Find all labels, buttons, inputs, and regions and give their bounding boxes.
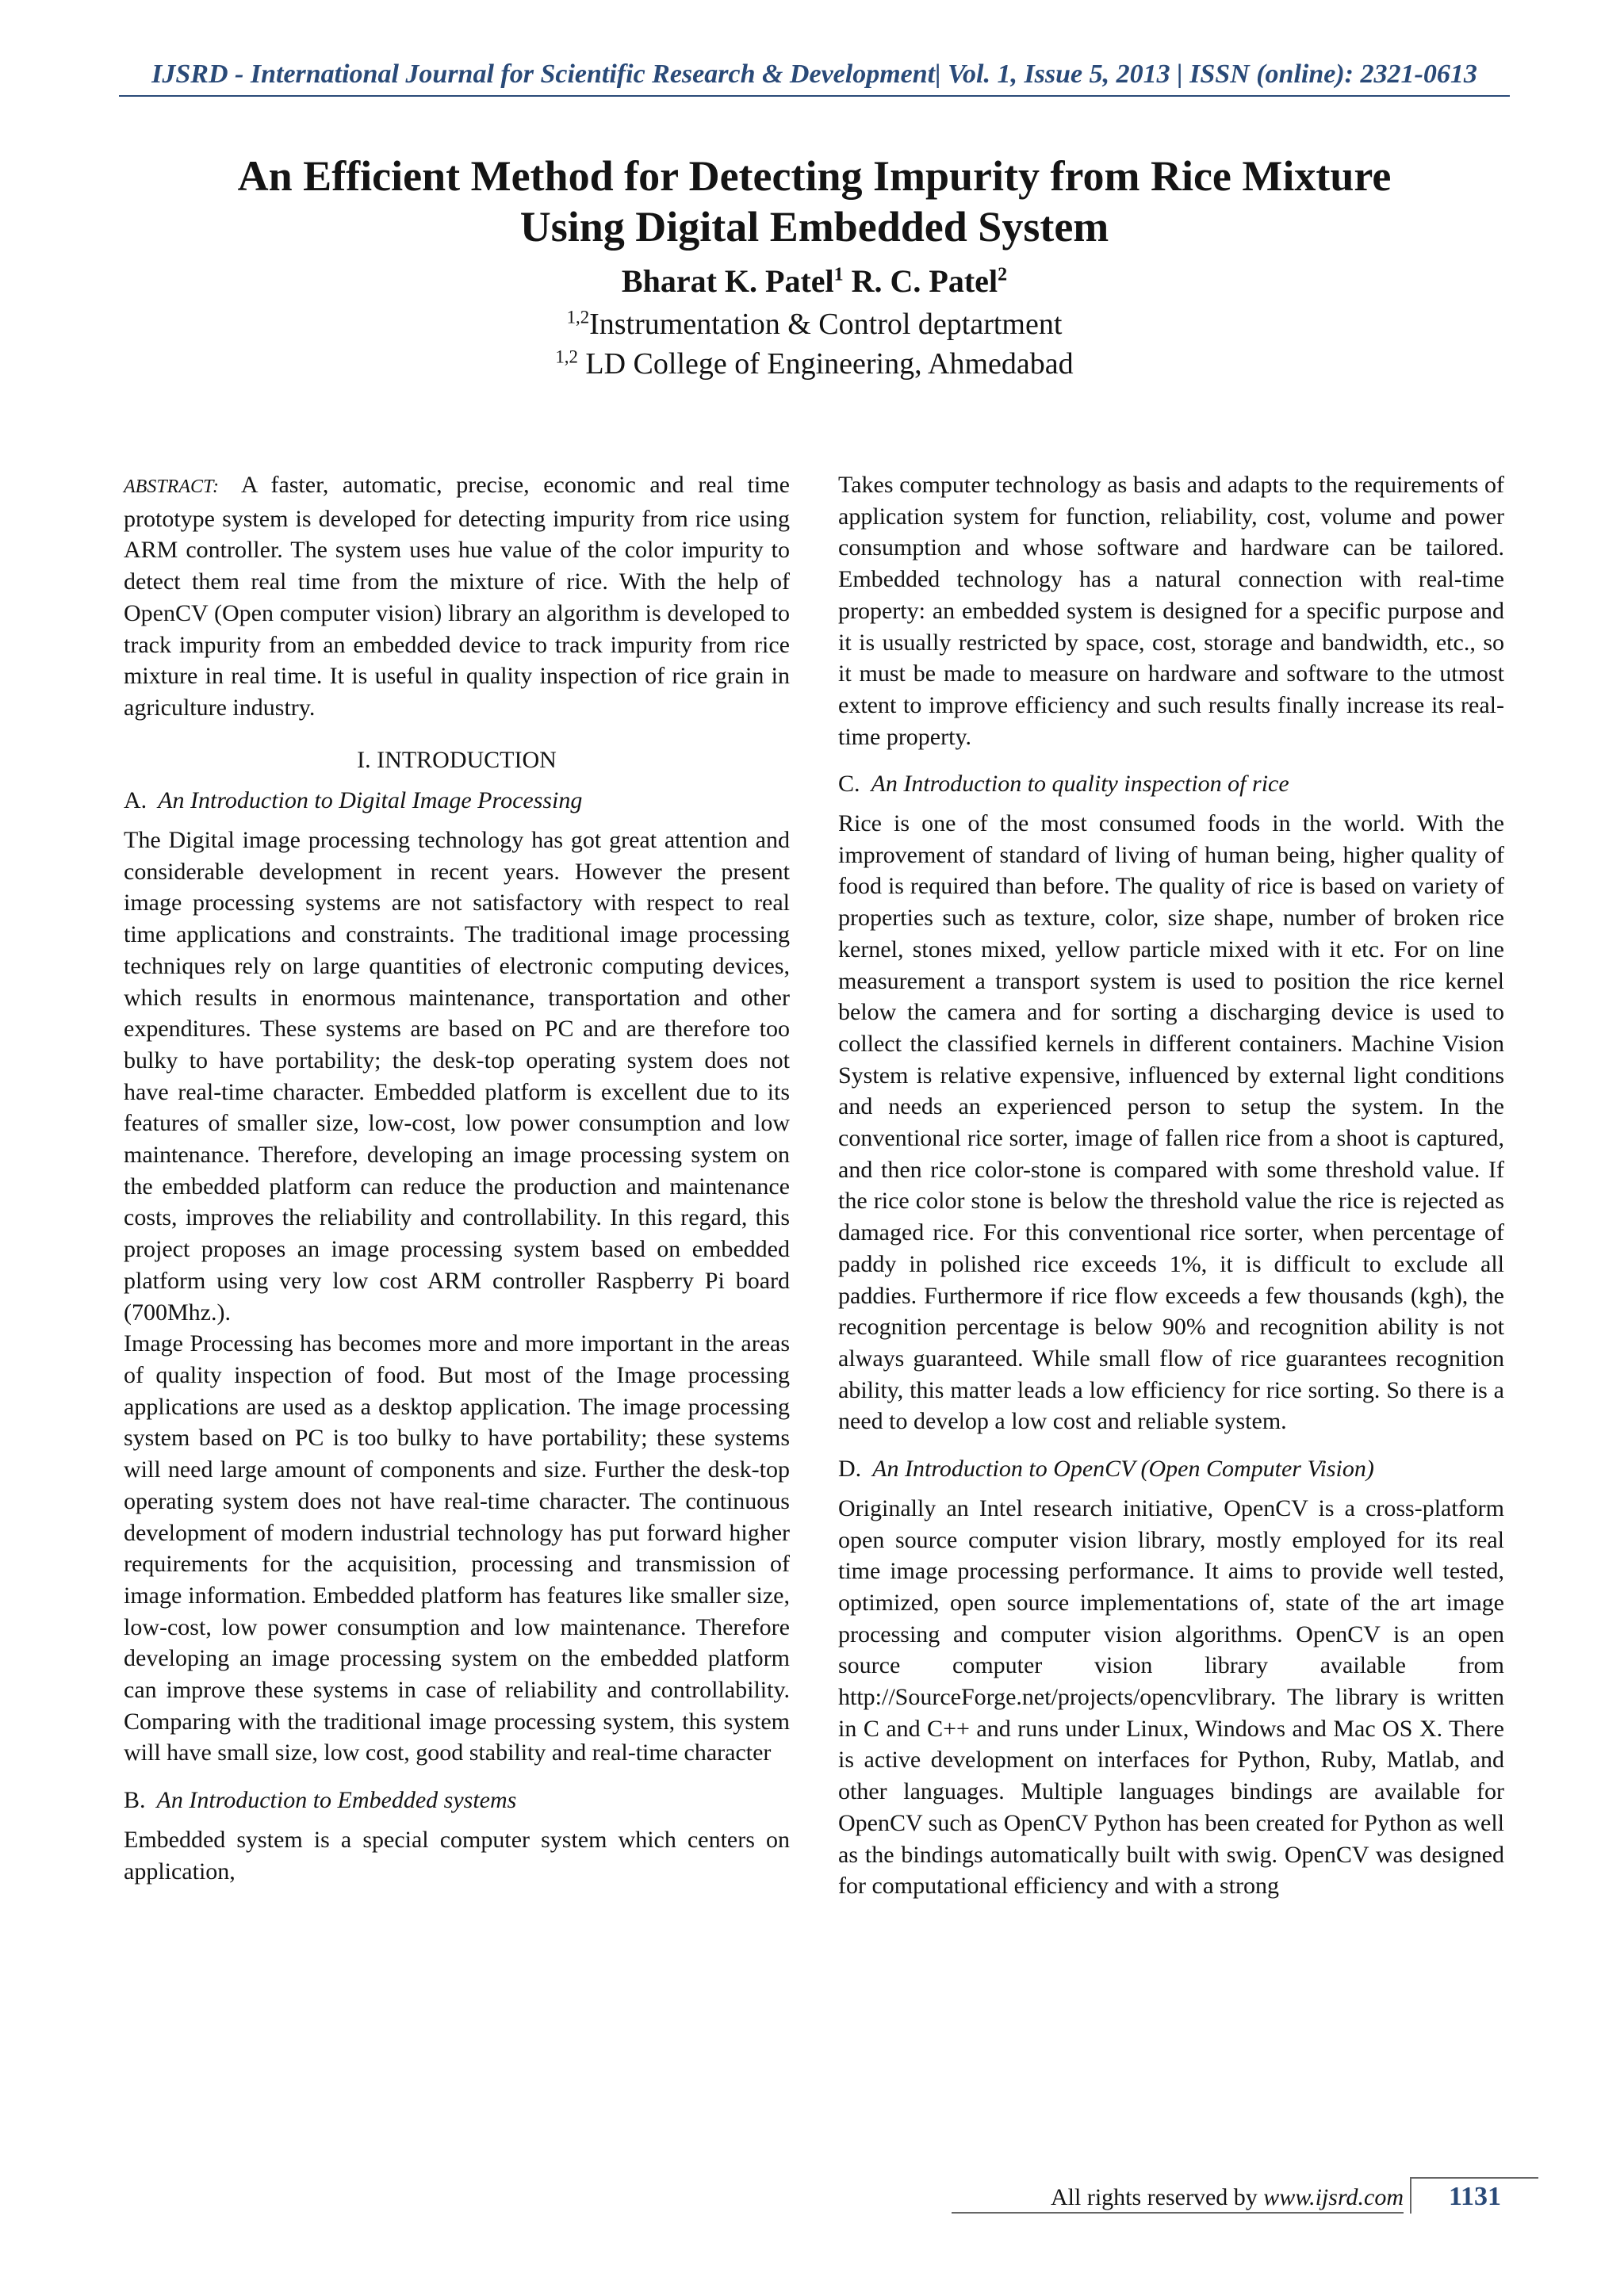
abstract-text: A faster, automatic, precise, economic and real time prototype system is developed for detecting impurity from rice using ARM controller. The system uses hue value of the color impurity to detect them real time from the mixture of rice. With the help of OpenCV (Open computer vision) library an algorithm is developed to track impurity from an embedded device to track impurity from rice mixture in real time. It is useful in quality inspection of rice grain in agriculture industry. <box>124 472 790 721</box>
left-column <box>124 469 790 1887</box>
subsection-b-paragraph-continued: Takes computer technology as basis and adapts to the requirements of application system for function, reliability, cost, volume and power consumption and whose software and hardware can be tailored. Embedded technology has a natural connection with real-time property: an embedded system is designed for a specific purpose and it is usually restricted by space, cost, storage and bandwidth, etc., so it must be made to measure on hardware and software to the utmost extent to improve efficiency and such results finally increase its real-time property. <box>838 472 1504 750</box>
subsection-a-heading <box>124 785 790 817</box>
footer-rights <box>1051 2183 1404 2212</box>
affiliation-2-sup: 1,2 <box>555 346 578 367</box>
subsection-d-number: D. <box>838 1456 862 1483</box>
subsection-a-number: A. <box>124 787 147 814</box>
footer-site-link[interactable]: www.ijsrd.com <box>1263 2184 1404 2210</box>
author-line <box>119 262 1510 301</box>
author-1-sup: 1 <box>833 264 844 285</box>
subsection-b-title: An Introduction to Embedded systems <box>156 1787 517 1814</box>
header-rule <box>119 95 1510 97</box>
section-heading-introduction: I. INTRODUCTION <box>357 746 557 773</box>
abstract <box>124 469 790 724</box>
affiliation-2-text: LD College of Engineering, Ahmedabad <box>577 347 1074 381</box>
subsection-a-paragraph-1: The Digital image processing technology has got great attention and considerable development in recent years. However the present image processing systems are not satisfactory with respect to real time applications and constraints. The traditional image processing techniques rely on large quantities of electronic computing devices, which results in enormous maintenance, transportation and other expenditures. These systems are based on PC and are therefore too bulky to have portability; the desk-top operating system does not have real-time character. Embedded platform is excellent due to its features of smaller size, low-cost, low power consumption and low maintenance. Therefore, developing an image processing system on the embedded platform can reduce the production and maintenance costs, improves the reliability and controllability. In this regard, this project proposes an image processing system based on embedded platform using very low cost ARM controller Raspberry Pi board (700Mhz.). <box>124 827 790 1326</box>
author-2-sup: 2 <box>998 264 1008 285</box>
abstract-label: ABSTRACT: <box>124 476 220 497</box>
affiliation-1-sup: 1,2 <box>566 307 590 327</box>
page-number: 1131 <box>1410 2177 1538 2214</box>
subsection-d-title: An Introduction to OpenCV (Open Computer Vision) <box>872 1456 1374 1483</box>
subsection-d-heading <box>838 1453 1504 1485</box>
subsection-b-heading <box>124 1785 790 1816</box>
affiliation-1 <box>119 305 1510 343</box>
journal-header: IJSRD - International Journal for Scientific Research & Development| Vol. 1, Issue 5, 2013 | ISSN (online): 2321-0613 <box>151 59 1477 89</box>
affiliation-2 <box>119 345 1510 383</box>
title-line-1: An Efficient Method for Detecting Impurity from Rice Mixture <box>237 152 1392 200</box>
affiliation-1-text: Instrumentation & Control deptartment <box>589 308 1063 341</box>
subsection-a-title: An Introduction to Digital Image Processing <box>158 787 583 814</box>
subsection-c-heading <box>838 768 1504 800</box>
page-footer <box>952 2182 1538 2214</box>
subsection-c-paragraph-1: Rice is one of the most consumed foods in the world. With the improvement of standard of living of human being, higher quality of food is required than before. The quality of rice is based on variety of properties such as texture, color, size shape, number of broken rice kernel, stones mixed, yellow particle mixed with it etc. For on line measurement a transport system is used to position the rice kernel below the camera and for sorting a discharging device is used to collect the classified kernels in different containers. Machine Vision System is relative expensive, influenced by external light conditions and needs an experienced person to setup the system. In the conventional rice sorter, image of fallen rice from a shoot is captured, and then rice color-stone is compared with some threshold value. If the rice color stone is below the threshold value the rice is rejected as damaged rice. For this conventional rice sorter, when percentage of paddy in polished rice exceeds 1%, it is difficult to exclude all paddies. Furthermore if rice flow exceeds a few thousands (kgh), the recognition percentage is below 90% and recognition ability is not always guaranteed. While small flow of rice guarantees recognition ability, this matter leads a low efficiency for rice sorting. So there is a need to develop a low cost and reliable system. <box>838 810 1504 1435</box>
subsection-b-paragraph-1: Embedded system is a special computer system which centers on application, <box>124 1826 790 1885</box>
subsection-d-paragraph-1: Originally an Intel research initiative, OpenCV is a cross-platform open source computer vision library, mostly employed for its real time image processing performance. It aims to provide well tested, optimized, open source implementations of, state of the art image processing and computer vision algorithms. OpenCV is an open source computer vision library available from http://SourceForge.net/projects/opencvlibrary. The library is written in C and C++ and runs under Linux, Windows and Mac OS X. There is active development on interfaces for Python, Ruby, Matlab, and other languages. Multiple languages bindings are available for OpenCV such as OpenCV Python has been created for Python as well as the bindings automatically built with swig. OpenCV was designed for computational efficiency and with a strong <box>838 1494 1504 1900</box>
right-column <box>838 469 1504 1902</box>
author-2: R. C. Patel <box>851 263 998 299</box>
subsection-b-number: B. <box>124 1787 146 1814</box>
footer-rights-text: All rights reserved by <box>1051 2184 1264 2210</box>
author-1: Bharat K. Patel <box>621 263 834 299</box>
paper-title <box>119 151 1510 252</box>
title-line-2: Using Digital Embedded System <box>519 203 1109 251</box>
subsection-a-paragraph-2: Image Processing has becomes more and more important in the areas of quality inspection of food. But most of the Image processing applications are used as a desktop application. The image processing system based on PC is too bulky to have portability; these systems will need large amount of components and size. Further the desk-top operating system does not have real-time character. The continuous development of modern industrial technology has put forward higher requirements for the acquisition, processing and transmission of image information. Embedded platform has features like smaller size, low-cost, low power consumption and low maintenance. Therefore developing an image processing system on the embedded platform can improve these systems in case of reliability and controllability. Comparing with the traditional image processing system, this system will have small size, low cost, good stability and real-time character <box>124 1330 790 1766</box>
subsection-c-number: C. <box>838 771 860 798</box>
footer-rule <box>952 2212 1404 2214</box>
subsection-c-title: An Introduction to quality inspection of rice <box>871 771 1289 798</box>
